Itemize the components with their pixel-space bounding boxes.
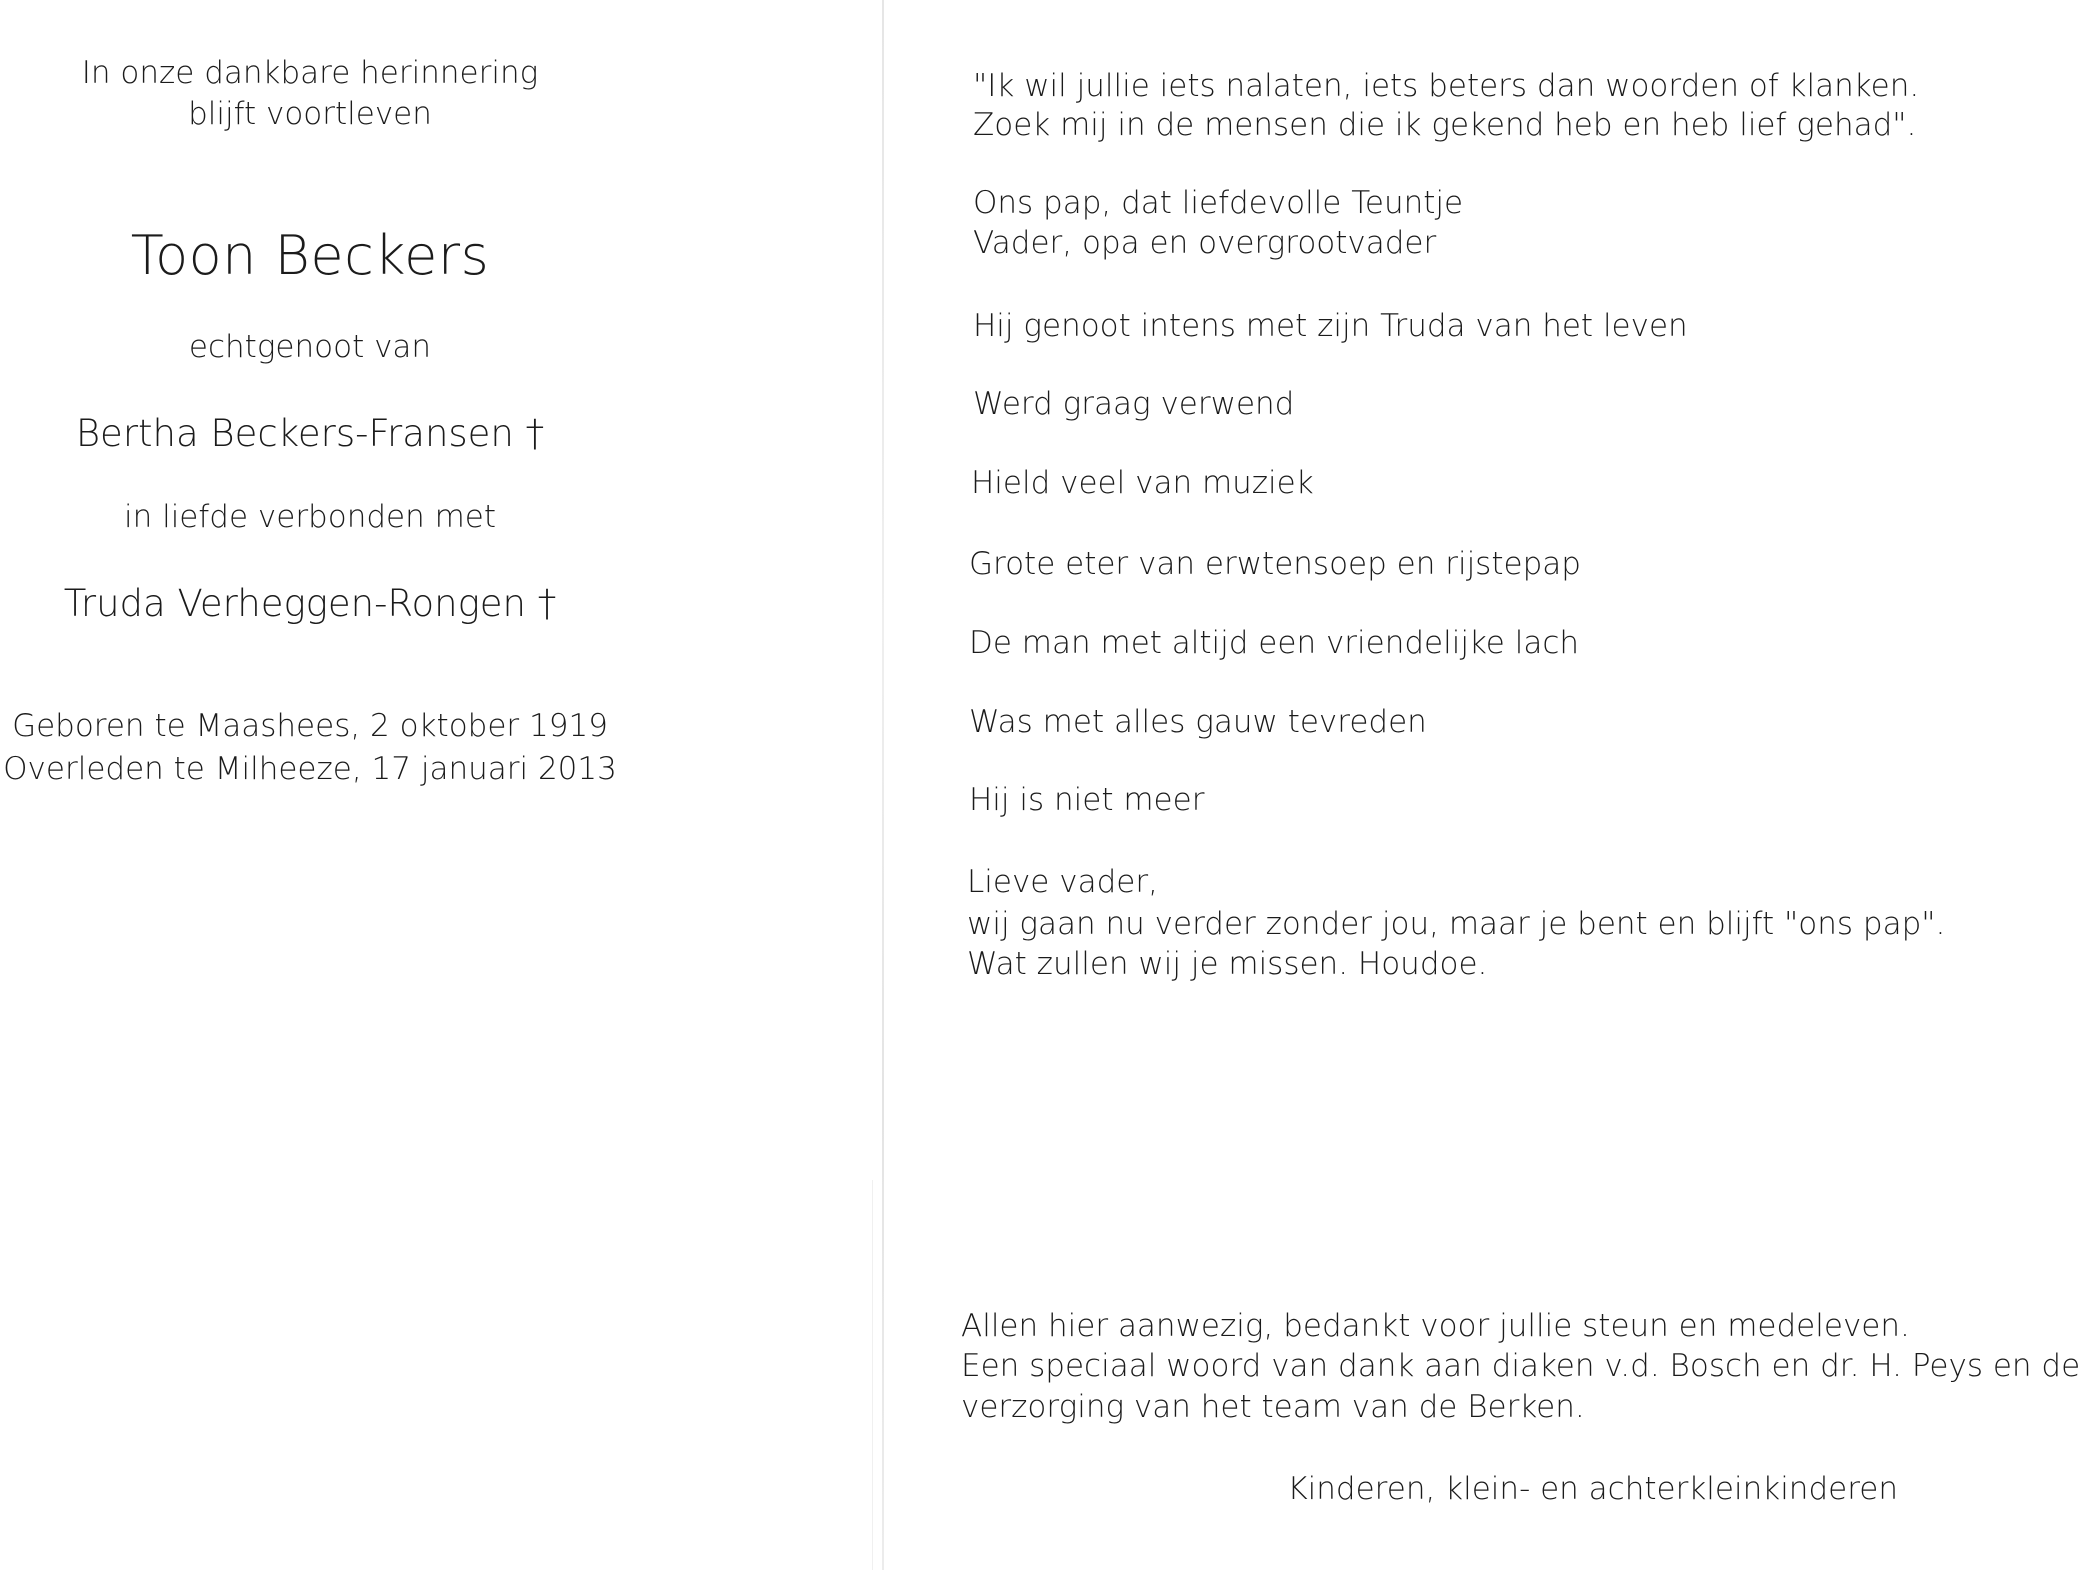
verse-werd: Werd graag verwend xyxy=(973,386,1295,422)
ons-pap-line-1: Ons pap, dat liefdevolle Teuntje xyxy=(973,185,1464,221)
quote-line-2: Zoek mij in de mensen die ik gekend heb en heb lief gehad". xyxy=(973,107,1917,143)
thanks-line-3: verzorging van het team van de Berken. xyxy=(961,1389,1585,1425)
intro-line-2: blijft voortleven xyxy=(188,96,432,132)
thanks-line-2: Een speciaal woord van dank aan diaken v.d. Bosch en dr. H. Peys en de xyxy=(961,1348,2080,1384)
deceased-name: Toon Beckers xyxy=(130,224,490,287)
thanks-line-1: Allen hier aanwezig, bedankt voor jullie steun en medeleven. xyxy=(961,1308,1910,1344)
verse-grote: Grote eter van erwtensoep en rijstepap xyxy=(969,546,1581,582)
signature: Kinderen, klein- en achterkleinkinderen xyxy=(1287,1471,1898,1507)
fold-shadow xyxy=(872,1180,873,1570)
intro-line-1: In onze dankbare herinnering xyxy=(81,55,539,91)
farewell-line-1: Lieve vader, xyxy=(967,864,1158,900)
quote-line-1: "Ik wil jullie iets nalaten, iets beters dan woorden of klanken. xyxy=(973,68,1920,104)
farewell-line-2: wij gaan nu verder zonder jou, maar je bent en blijft "ons pap". xyxy=(967,906,1946,942)
verse-man: De man met altijd een vriendelijke lach xyxy=(969,625,1580,661)
spouse-label: echtgenoot van xyxy=(188,329,432,365)
verse-was: Was met alles gauw tevreden xyxy=(969,704,1427,740)
verse-hij: Hij is niet meer xyxy=(969,782,1205,818)
birth-info: Geboren te Maashees, 2 oktober 1919 xyxy=(12,708,608,744)
fold-line xyxy=(882,0,884,1570)
verse-genoot: Hij genoot intens met zijn Truda van het leven xyxy=(973,308,1688,344)
ons-pap-line-2: Vader, opa en overgrootvader xyxy=(973,225,1437,261)
verse-hield: Hield veel van muziek xyxy=(971,465,1314,501)
partner-label: in liefde verbonden met xyxy=(123,499,497,535)
farewell-line-3: Wat zullen wij je missen. Houdoe. xyxy=(967,946,1488,982)
partner-name: Truda Verheggen-Rongen † xyxy=(63,582,557,625)
spouse-name: Bertha Beckers-Fransen † xyxy=(75,412,545,455)
death-info: Overleden te Milheeze, 17 januari 2013 xyxy=(3,751,617,787)
